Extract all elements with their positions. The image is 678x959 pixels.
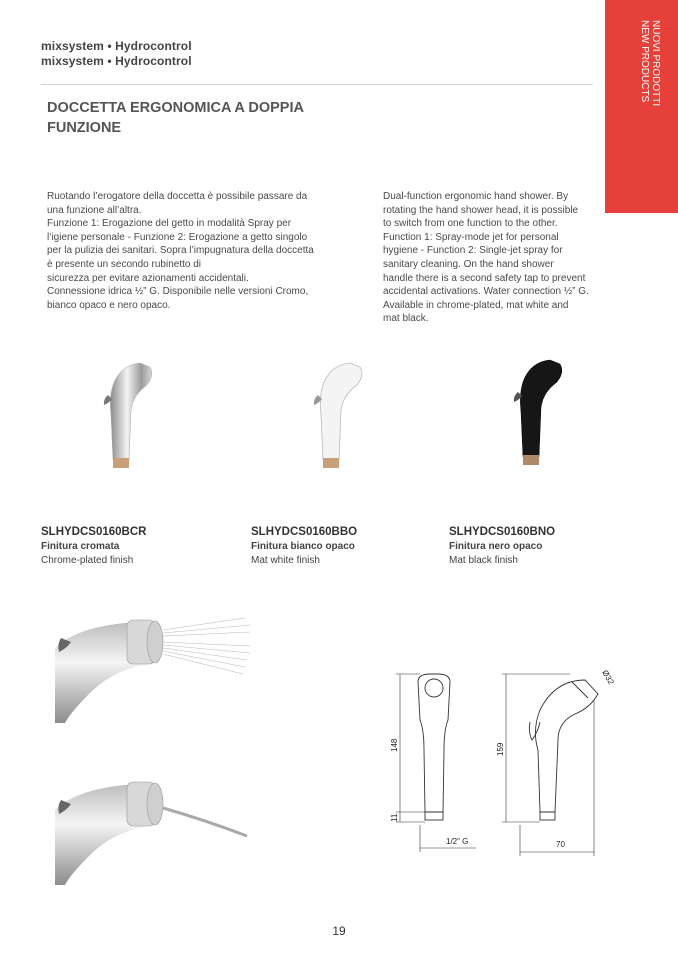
finish-italian: Finitura cromata	[41, 541, 120, 552]
page-title	[47, 98, 367, 138]
black-shower-image	[505, 352, 575, 472]
white-shower-image	[305, 355, 375, 475]
title-line-1: DOCCETTA ERGONOMICA A DOPPIA	[47, 100, 304, 116]
title-line-2: FUNZIONE	[47, 120, 122, 136]
page-number: 19	[332, 924, 346, 938]
brand-line-2: mixsystem • Hydrocontrol	[41, 54, 192, 68]
finish-english: Mat white finish	[251, 555, 320, 566]
dim-bottom: 11	[390, 813, 399, 822]
dim-body-height: 148	[390, 738, 399, 752]
technical-drawing	[380, 660, 620, 860]
product-chrome	[41, 526, 146, 566]
product-code: SLHYDCS0160BNO	[449, 526, 556, 538]
spray-function-photo	[55, 608, 250, 723]
dim-width: 70	[556, 840, 565, 849]
product-code: SLHYDCS0160BCR	[41, 526, 147, 538]
product-black	[449, 526, 555, 566]
new-products-tab	[605, 0, 678, 213]
single-jet-function-photo	[55, 770, 250, 885]
dim-connection: 1/2" G	[446, 837, 469, 846]
tab-label-en: NEW PRODUCTS	[639, 20, 650, 103]
description-italian: Ruotando l’erogatore della doccetta è possibile passare da una funzione all’altra. Funzione 1: Erogazione del getto in modalità Spray per l’igiene personale - Funzione 2: Erogazione a getto singolo per la pulizia dei sanitari. Sopra l’impugnatura della doccetta è presente un secondo rubinetto di sicurezza per evitare azionamenti accidentali. Connessione idrica ½” G. Disponibile nelle versioni Cromo, bianco opaco e nero opaco.	[47, 191, 314, 311]
brand-line-1: mixsystem • Hydrocontrol	[41, 39, 192, 53]
chrome-shower-image	[95, 355, 165, 475]
header-divider	[41, 84, 593, 85]
finish-english: Mat black finish	[449, 555, 518, 566]
dim-total-height: 159	[496, 742, 505, 756]
finish-italian: Finitura bianco opaco	[251, 541, 355, 552]
finish-italian: Finitura nero opaco	[449, 541, 543, 552]
tab-label-it: NUOVI PRODOTTI	[650, 20, 661, 107]
product-white	[251, 526, 357, 566]
dim-diameter: Ø32	[600, 668, 616, 687]
product-code: SLHYDCS0160BBO	[251, 526, 358, 538]
finish-english: Chrome-plated finish	[41, 555, 134, 566]
description-english: Dual-function ergonomic hand shower. By rotating the hand shower head, it is possible to switch from one function to the other. Function 1: Spray-mode jet for personal hygiene - Function 2: Single-jet spray for sanitary cleaning. On the hand shower handle there is a second safety tap to prevent accidental activations. Water connection ½” G. Available in chrome-plated, mat white and mat black.	[383, 191, 589, 325]
